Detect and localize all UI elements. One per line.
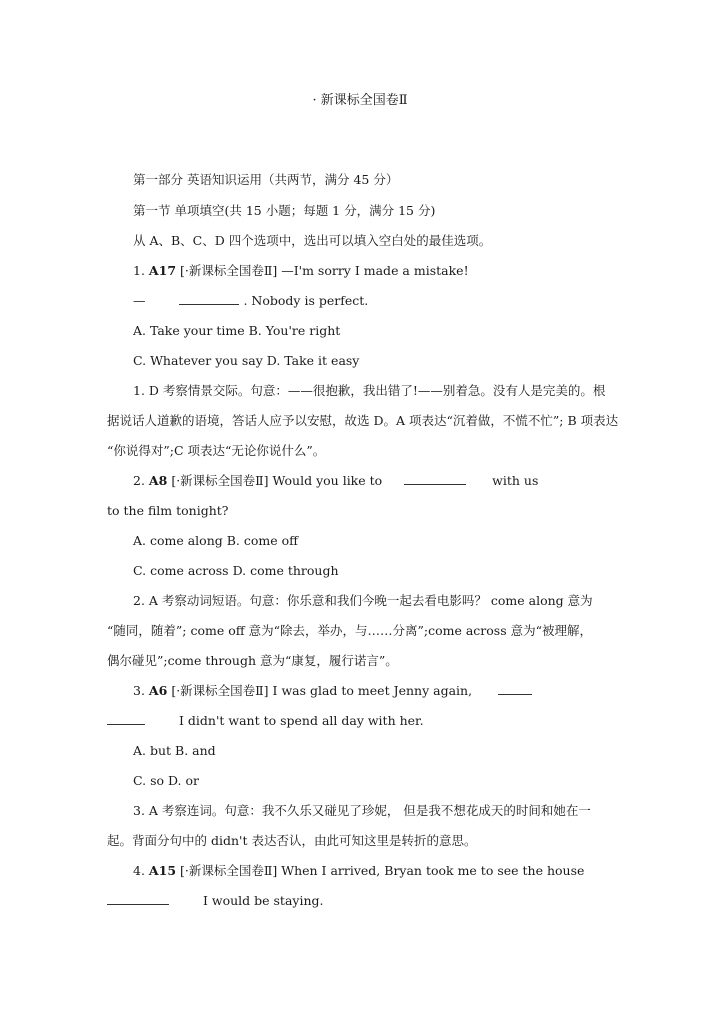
page-title: · 新课标全国卷Ⅱ bbox=[312, 93, 408, 108]
question-2-options-ab: A. come along B. come off bbox=[133, 533, 299, 548]
question-source: [·新课标全国卷Ⅱ] bbox=[180, 863, 278, 878]
question-number: 3. bbox=[133, 683, 145, 698]
question-source: [·新课标全国卷Ⅱ] bbox=[180, 263, 278, 278]
question-2-stem-continued: to the film tonight? bbox=[107, 503, 229, 518]
question-number: 4. bbox=[133, 863, 145, 878]
question-1-explanation-line: “你说得对”;C 项表达“无论你说什么”。 bbox=[107, 443, 326, 458]
question-1-options-ab: A. Take your time B. You're right bbox=[133, 323, 341, 338]
question-4-stem bbox=[133, 863, 584, 879]
question-1-stem bbox=[133, 263, 469, 279]
question-text: When I arrived, Bryan took me to see the house bbox=[281, 863, 585, 878]
question-3-stem bbox=[133, 683, 532, 699]
question-source: [·新课标全国卷Ⅱ] bbox=[171, 683, 269, 698]
question-source: [·新课标全国卷Ⅱ] bbox=[171, 473, 269, 488]
question-2-explanation-line: 偶尔碰见”;come through 意为“康复，履行诺言”。 bbox=[107, 653, 398, 668]
dash-mark: — bbox=[133, 293, 146, 308]
question-1-explanation-line: 据说话人道歉的语境，答话人应予以安慰，故选 D。A 项表达“沉着做，不慌不忙”; B 项表达 bbox=[107, 413, 619, 428]
question-text: I was glad to meet Jenny again, bbox=[272, 683, 473, 698]
question-text: Would you like to bbox=[272, 473, 383, 488]
question-code: A17 bbox=[148, 263, 177, 278]
question-1-explanation-line: 1. D 考察情景交际。句意：——很抱歉，我出错了!——别着急。没有人是完美的。根 bbox=[133, 383, 606, 398]
instruction-text: 从 A、B、C、D 四个选项中，选出可以填入空白处的最佳选项。 bbox=[133, 233, 492, 248]
question-text: I didn't want to spend all day with her. bbox=[178, 713, 424, 728]
question-1-options-cd: C. Whatever you say D. Take it easy bbox=[133, 353, 360, 368]
answer-blank bbox=[107, 893, 169, 905]
question-2-explanation-line: 2. A 考察动词短语。句意：你乐意和我们今晚一起去看电影吗？ come along 意为 bbox=[133, 593, 593, 608]
question-3-options-ab: A. but B. and bbox=[133, 743, 216, 758]
section-one-heading: 第一节 单项填空(共 15 小题；每题 1 分，满分 15 分) bbox=[133, 203, 436, 218]
question-number: 2. bbox=[133, 473, 145, 488]
question-3-explanation-line: 起。背面分句中的 didn't 表达否认，由此可知这里是转折的意思。 bbox=[107, 833, 477, 848]
question-text: —I'm sorry I made a mistake! bbox=[281, 263, 469, 278]
question-2-options-cd: C. come across D. come through bbox=[133, 563, 339, 578]
answer-blank bbox=[404, 473, 466, 485]
question-3-stem-continued bbox=[107, 713, 424, 729]
question-code: A8 bbox=[148, 473, 168, 488]
question-number: 1. bbox=[133, 263, 145, 278]
question-text: . Nobody is perfect. bbox=[243, 293, 369, 308]
question-code: A6 bbox=[148, 683, 168, 698]
question-4-stem-continued bbox=[107, 893, 324, 909]
question-text: with us bbox=[492, 473, 539, 488]
answer-blank bbox=[498, 683, 532, 695]
question-code: A15 bbox=[148, 863, 177, 878]
answer-blank bbox=[107, 713, 145, 725]
question-2-explanation-line: “随同，随着”; come off 意为“除去，举办，与……分离”;come across 意为“被理解， bbox=[107, 623, 592, 638]
question-2-stem bbox=[133, 473, 538, 489]
question-3-explanation-line: 3. A 考察连词。句意：我不久乐又碰见了珍妮， 但是我不想花成天的时间和她在一 bbox=[133, 803, 591, 818]
question-3-options-cd: C. so D. or bbox=[133, 773, 200, 788]
section-part-heading: 第一部分 英语知识运用（共两节，满分 45 分） bbox=[133, 172, 399, 187]
question-text: I would be staying. bbox=[202, 893, 324, 908]
question-1-response bbox=[133, 293, 368, 309]
answer-blank bbox=[179, 293, 239, 305]
